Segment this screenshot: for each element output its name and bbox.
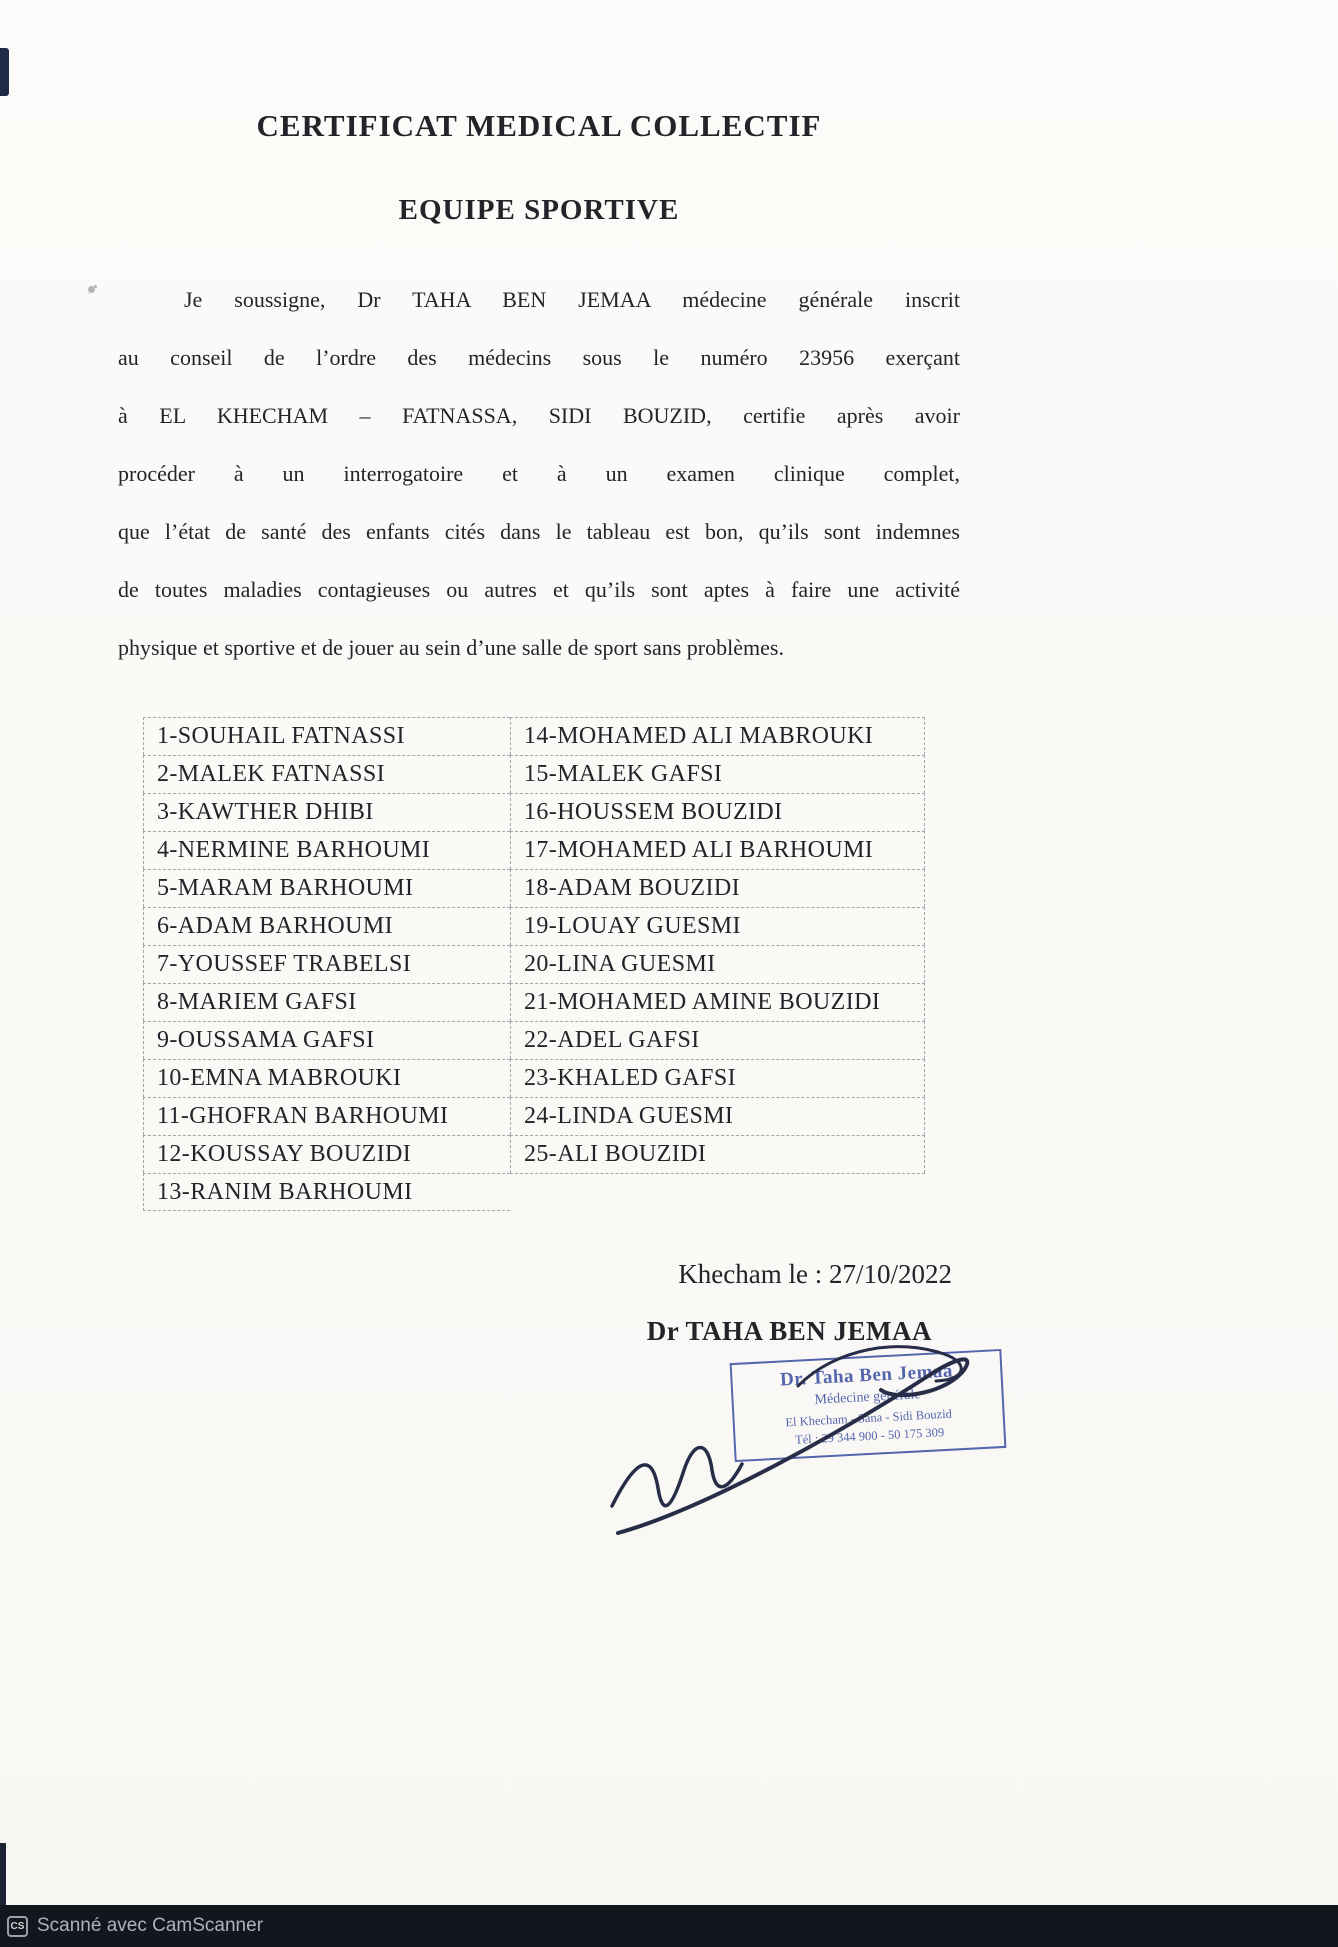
- table-row: [143, 1059, 925, 1097]
- player-name: 19-LOUAY GUESMI: [510, 907, 925, 945]
- scan-speck: [88, 286, 95, 293]
- scan-artifact-bottom-left: [0, 1843, 6, 1905]
- table-row: [143, 945, 925, 983]
- player-name: 7-YOUSSEF TRABELSI: [143, 945, 510, 983]
- table-row: [143, 983, 925, 1021]
- player-name: 11-GHOFRAN BARHOUMI: [143, 1097, 510, 1135]
- table-row: [143, 869, 925, 907]
- certificate-body: [118, 271, 960, 677]
- player-name: 6-ADAM BARHOUMI: [143, 907, 510, 945]
- body-line: à EL KHECHAM – FATNASSA, SIDI BOUZID, certifie après avoir: [118, 403, 960, 428]
- player-name: 10-EMNA MABROUKI: [143, 1059, 510, 1097]
- document-content: [118, 0, 960, 1347]
- player-name: 3-KAWTHER DHIBI: [143, 793, 510, 831]
- player-name: 24-LINDA GUESMI: [510, 1097, 925, 1135]
- body-line: que l’état de santé des enfants cités dans le tableau est bon, qu’ils sont indemnes: [118, 519, 960, 544]
- table-row: [143, 831, 925, 869]
- camscanner-icon: CS: [7, 1916, 28, 1937]
- stamp-address: El Khecham - Sana - Sidi Bouzid: [785, 1406, 953, 1430]
- player-name: 16-HOUSSEM BOUZIDI: [510, 793, 925, 831]
- scan-artifact-top-left: [0, 48, 9, 96]
- doctor-name: Dr TAHA BEN JEMAA: [646, 1316, 932, 1346]
- body-line: au conseil de l’ordre des médecins sous le numéro 23956 exerçant: [118, 345, 960, 370]
- player-name: 15-MALEK GAFSI: [510, 755, 925, 793]
- empty-cell: [510, 1173, 925, 1211]
- table-row: [143, 793, 925, 831]
- place-and-date: Khecham le : 27/10/2022: [678, 1259, 952, 1289]
- player-name: 25-ALI BOUZIDI: [510, 1135, 925, 1173]
- document-title: CERTIFICAT MEDICAL COLLECTIF: [256, 108, 822, 143]
- player-name: 17-MOHAMED ALI BARHOUMI: [510, 831, 925, 869]
- table-row: [143, 755, 925, 793]
- stamp-specialty: Médecine générale: [814, 1387, 921, 1408]
- player-name: 5-MARAM BARHOUMI: [143, 869, 510, 907]
- body-line: physique et sportive et de jouer au sein d’une salle de sport sans problèmes.: [118, 635, 784, 660]
- player-name: 23-KHALED GAFSI: [510, 1059, 925, 1097]
- doctor-stamp: [730, 1349, 1007, 1462]
- body-line: procéder à un interrogatoire et à un examen clinique complet,: [118, 461, 960, 486]
- player-name: 20-LINA GUESMI: [510, 945, 925, 983]
- player-name: 21-MOHAMED AMINE BOUZIDI: [510, 983, 925, 1021]
- table-row: [143, 907, 925, 945]
- player-name: 18-ADAM BOUZIDI: [510, 869, 925, 907]
- camscanner-label: Scanné avec CamScanner: [37, 1915, 264, 1936]
- player-name: 12-KOUSSAY BOUZIDI: [143, 1135, 510, 1173]
- document-subtitle: EQUIPE SPORTIVE: [398, 194, 680, 226]
- body-line: Je soussigne, Dr TAHA BEN JEMAA médecine générale inscrit: [184, 287, 960, 312]
- players-table: [143, 717, 925, 1211]
- player-name: 22-ADEL GAFSI: [510, 1021, 925, 1059]
- table-row: [143, 717, 925, 755]
- table-row: [143, 1097, 925, 1135]
- player-name: 14-MOHAMED ALI MABROUKI: [510, 717, 925, 755]
- table-row: [143, 1135, 925, 1173]
- player-name: 2-MALEK FATNASSI: [143, 755, 510, 793]
- player-name: 1-SOUHAIL FATNASSI: [143, 717, 510, 755]
- stamp-doctor-name: Dr. Taha Ben Jemaâ: [779, 1360, 954, 1391]
- signature-stroke-zigzag: [612, 1448, 742, 1507]
- table-row: [143, 1173, 925, 1211]
- body-line: de toutes maladies contagieuses ou autres et qu’ils sont aptes à faire une activité: [118, 577, 960, 602]
- camscanner-bar: [0, 1905, 1338, 1947]
- player-name: 13-RANIM BARHOUMI: [143, 1173, 510, 1211]
- table-row: [143, 1021, 925, 1059]
- player-name: 9-OUSSAMA GAFSI: [143, 1021, 510, 1059]
- player-name: 8-MARIEM GAFSI: [143, 983, 510, 1021]
- stamp-phone: Tél : 29 344 900 - 50 175 309: [794, 1425, 945, 1447]
- player-name: 4-NERMINE BARHOUMI: [143, 831, 510, 869]
